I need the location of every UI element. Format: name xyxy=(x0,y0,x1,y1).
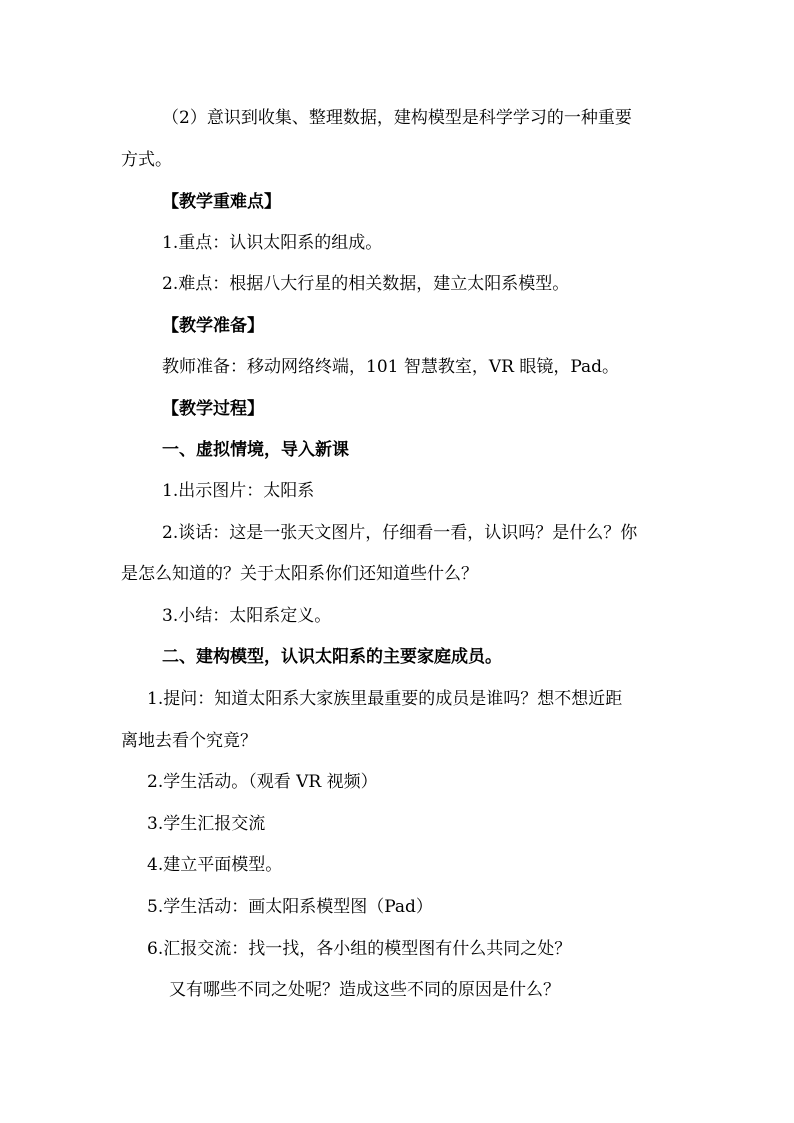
process-heading: 【教学过程】 xyxy=(162,399,264,419)
section-2-item-6-line-1: 6.汇报交流：找一找，各小组的模型图有什么共同之处？ xyxy=(147,939,572,959)
prep-text: 教师准备：移动网络终端，101 智慧教室，VR 眼镜，Pad。 xyxy=(162,357,620,377)
section-2-title: 二、建构模型，认识太阳系的主要家庭成员。 xyxy=(162,647,502,667)
section-2-item-1-line-2: 离地去看个究竟？ xyxy=(121,731,257,751)
section-1-title: 一、虚拟情境，导入新课 xyxy=(162,440,349,460)
section-2-item-4: 4.建立平面模型。 xyxy=(147,855,283,875)
key-point-2: 2.难点：根据八大行星的相关数据，建立太阳系模型。 xyxy=(162,274,570,294)
prep-heading: 【教学准备】 xyxy=(162,316,264,336)
section-2-item-2: 2.学生活动。（观看 VR 视频） xyxy=(147,772,378,792)
section-1-item-3: 3.小结：太阳系定义。 xyxy=(162,606,332,626)
objective-2-line-1: （2）意识到收集、整理数据，建构模型是科学学习的一种重要 xyxy=(162,108,632,128)
section-2-item-1-line-1: 1.提问：知道太阳系大家族里最重要的成员是谁吗？想不想近距 xyxy=(147,689,623,709)
section-1-item-2-line-2: 是怎么知道的？关于太阳系你们还知道些什么？ xyxy=(121,564,478,584)
key-points-heading: 【教学重难点】 xyxy=(162,192,281,212)
section-1-item-2-line-1: 2.谈话：这是一张天文图片，仔细看一看，认识吗？是什么？你 xyxy=(162,523,638,543)
key-point-1: 1.重点：认识太阳系的组成。 xyxy=(162,233,383,253)
section-2-item-5: 5.学生活动：画太阳系模型图（Pad） xyxy=(147,897,433,917)
section-2-item-6-line-2: 又有哪些不同之处呢？造成这些不同的原因是什么？ xyxy=(169,980,560,1000)
objective-2-line-2: 方式。 xyxy=(121,150,172,170)
section-2-item-3: 3.学生汇报交流 xyxy=(147,814,266,834)
section-1-item-1: 1.出示图片：太阳系 xyxy=(162,481,315,501)
